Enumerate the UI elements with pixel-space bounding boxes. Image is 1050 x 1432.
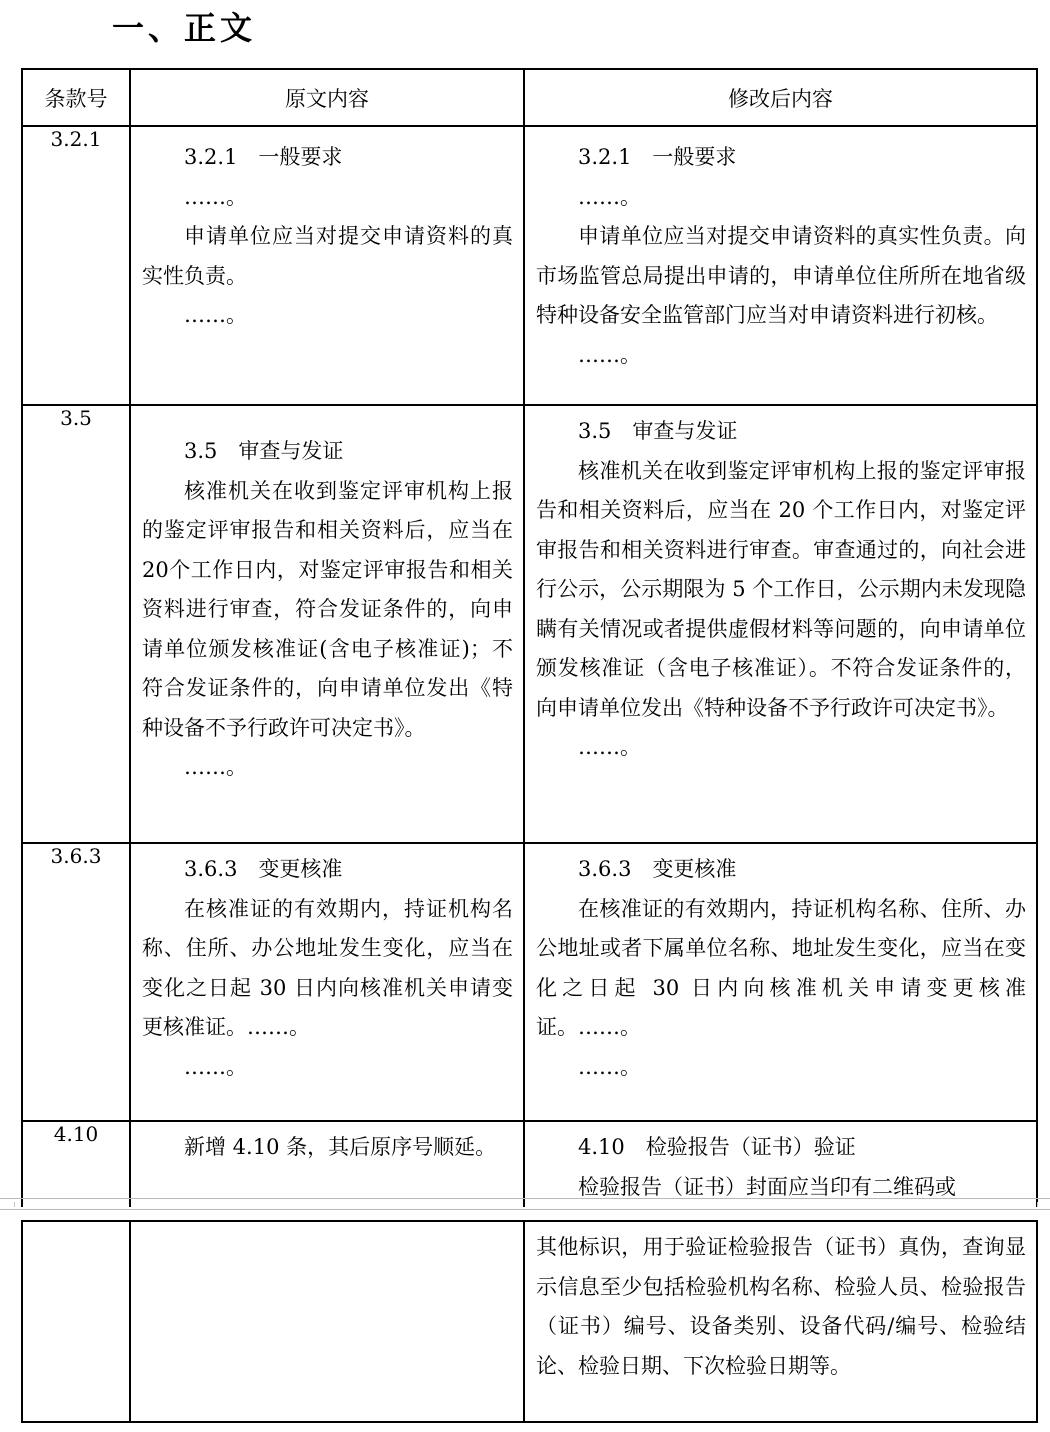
header-original: 原文内容 [130, 69, 524, 126]
paragraph: ……。 [578, 184, 641, 209]
original-cell [130, 1221, 524, 1422]
revised-cell [524, 126, 1037, 405]
page-break-gap [14, 1202, 1038, 1207]
page-break-line [0, 1209, 1050, 1210]
page-break-line [0, 1198, 1050, 1199]
table-row [22, 1121, 1037, 1207]
table-row [22, 843, 1037, 1121]
paragraph: ……。 [184, 755, 247, 779]
table-row [22, 126, 1037, 405]
paragraph: 3.5 审查与发证 [184, 439, 344, 463]
paragraph: ……。 [578, 735, 641, 759]
original-cell [130, 405, 524, 843]
header-clause: 条款号 [22, 69, 130, 126]
paragraph: 4.10 检验报告（证书）验证 [578, 1135, 856, 1159]
paragraph: 其他标识，用于验证检验报告（证书）真伪，查询显示信息至少包括检验机构名称、检验人员、检验报告（证书）编号、设备类别、设备代码/编号、检验结论、检验日期、下次检验日期等。 [536, 1235, 1026, 1378]
paragraph: 核准机关在收到鉴定评审机构上报的鉴定评审报告和相关资料后，应当在20个工作日内，对鉴定评审报告和相关资料进行审查，符合发证条件的，向申请单位颁发核准证(含电子核准证)；不符合发证条件的，向申请单位发出《特种设备不予行政许可决定书》。 [142, 478, 513, 740]
table-header-row [22, 69, 1037, 126]
paragraph: ……。 [578, 342, 641, 367]
paragraph: 3.2.1 一般要求 [578, 145, 737, 169]
revision-table-continued [21, 1220, 1038, 1423]
revised-cell [524, 843, 1037, 1121]
clause-number [22, 1221, 130, 1422]
paragraph: 3.2.1 一般要求 [184, 145, 343, 169]
original-cell [130, 126, 524, 405]
paragraph: 检验报告（证书）封面应当印有二维码或 [578, 1174, 956, 1199]
paragraph: 申请单位应当对提交申请资料的真实性负责。 [142, 224, 513, 288]
clause-number: 4.10 [22, 1121, 130, 1207]
paragraph: 在核准证的有效期内，持证机构名称、住所、办公地址发生变化，应当在变化之日起 30 日内向核准机关申请变更核准证。……。 [142, 896, 513, 1039]
table-row [22, 405, 1037, 843]
original-cell [130, 843, 524, 1121]
paragraph: 3.6.3 变更核准 [184, 857, 343, 881]
paragraph: 申请单位应当对提交申请资料的真实性负责。向市场监管总局提出申请的，申请单位住所所在地省级特种设备安全监管部门应当对申请资料进行初核。 [536, 224, 1026, 327]
original-cell [130, 1121, 524, 1207]
clause-number: 3.5 [22, 405, 130, 843]
section-heading: 一、正文 [112, 9, 257, 47]
paragraph: ……。 [184, 184, 247, 209]
paragraph: ……。 [184, 303, 247, 327]
revision-table [21, 68, 1038, 1207]
paragraph: 3.6.3 变更核准 [578, 857, 737, 881]
paragraph: 在核准证的有效期内，持证机构名称、住所、办公地址或者下属单位名称、地址发生变化，应当在变化之日起 30 日内向核准机关申请变更核准证。……。 [536, 896, 1026, 1039]
revised-cell [524, 405, 1037, 843]
paragraph: 新增 4.10 条，其后原序号顺延。 [184, 1135, 497, 1159]
revised-cell [524, 1121, 1037, 1207]
paragraph: ……。 [578, 1054, 641, 1079]
header-revised: 修改后内容 [524, 69, 1037, 126]
paragraph: 核准机关在收到鉴定评审机构上报的鉴定评审报告和相关资料后，应当在 20 个工作日内，对鉴定评审报告和相关资料进行审查。审查通过的，向社会进行公示，公示期限为 5 个工作日，公示期内未发现隐瞒有关情况或者提供虚假材料等问题的，向申请单位颁发核准证（含电子核准证）。不符合发证条件的，向申请单位发出《特种设备不予行政许可决定书》。 [536, 458, 1026, 720]
paragraph: ……。 [184, 1054, 247, 1079]
revised-cell [524, 1221, 1037, 1422]
clause-number: 3.6.3 [22, 843, 130, 1121]
paragraph: 3.5 审查与发证 [578, 419, 738, 443]
table-row [22, 1221, 1037, 1422]
clause-number: 3.2.1 [22, 126, 130, 405]
